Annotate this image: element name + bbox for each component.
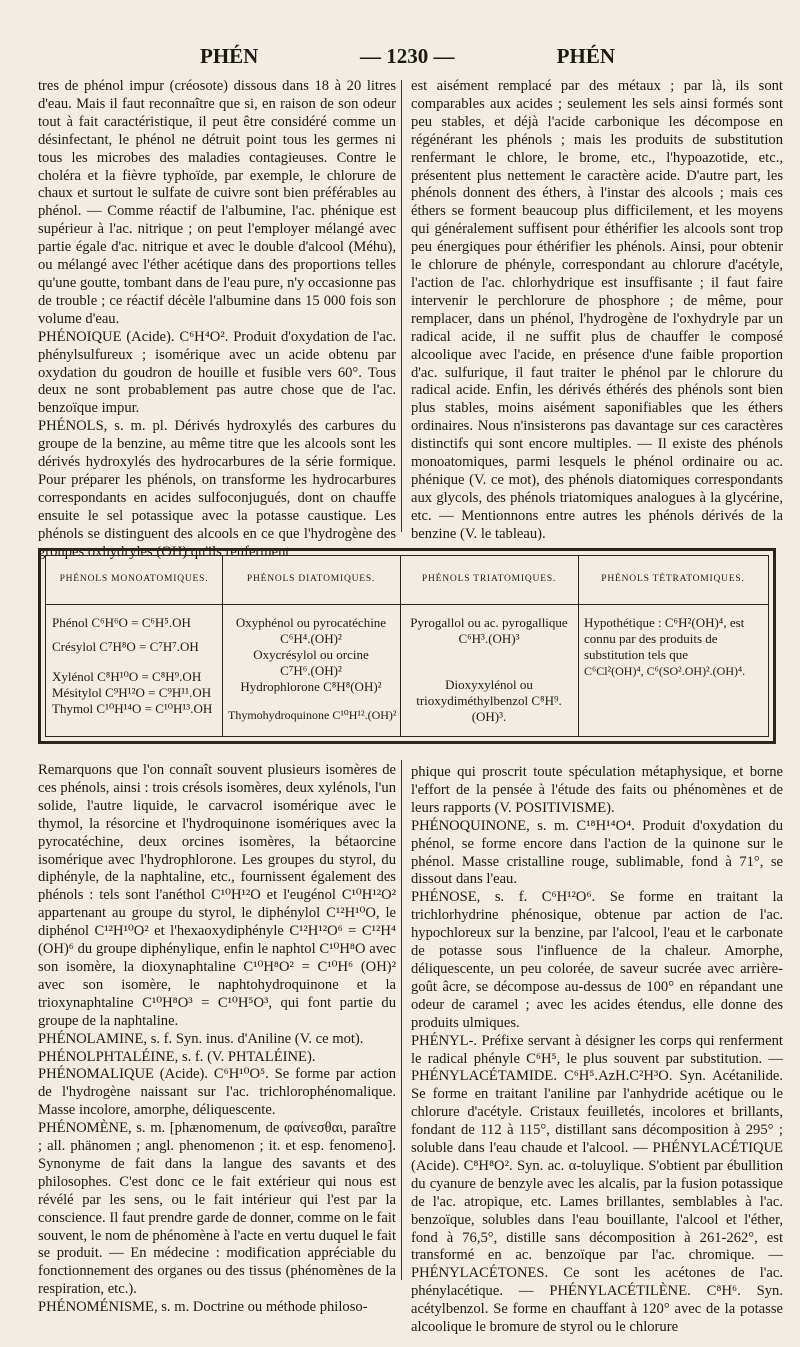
- table-cell: Xylénol C⁸H¹⁰O = C⁸H⁹.OH: [52, 669, 202, 684]
- table-header: PHÉNOLS DIATOMIQUES.: [222, 556, 400, 605]
- entry-phenomenisme: PHÉNOMÉNISME, s. m. Doctrine ou méthode philoso-: [38, 1299, 368, 1316]
- column-divider-bottom: [401, 760, 402, 1280]
- paragraph: est aisément remplacé par des métaux ; par là, ils sont comparables aux acides ; seulement les sels ainsi formés sont peu stables, et déjà l'acide carbonique les décompose en régénérant les phénols ; mais les produits de substitution renfermant le chlore, le brome, etc., l'hypoazotide, etc., présentent plus nettement le caractère acide. D'autre part, les phénols donnent des éthers, à l'instar des alcools ; mais ces éthers se forment beaucoup plus difficilement, et les moyens qui généralement suffisent pour éthérifier les alcools sont trop peu énergiques pour éthérifier les phénols. Ainsi, pour obtenir le chlorure de phényle, correspondant au chlorure d'acétyle, l'action de l'ac. chlorhydrique est insuffisante ; il faut faire intervenir le perchlorure de phosphore ; de même, pour remplacer, dans un phénol, l'hydrogène de l'oxhydryle par un radical acide, il ne suffit plus de chauffer le composé alcoolique avec l'acide, en présence d'une faible proportion d'ac. sulfurique, il faut traiter le phénol par le chlorure du radical acide. Enfin, les dérivés éthérés des phénols sont bien plus stables, moins aisément saponifiables que les éthers ordinaires. Nous n'insisterons pas davantage sur ces caractères distinctifs qui sont encore multiples. — Il existe des phénols monoatomiques, parmi lesquels le phénol ordinaire ou ac. phénique (V. ce mot), des phénols diatomiques correspondants aux glycols, des phénols triatomiques analogues à la glycérine, etc. — Mentionnons entre autres les phénols dérivés de la benzine (V. le tableau).: [411, 78, 783, 542]
- table-header: PHÉNOLS TRIATOMIQUES.: [400, 556, 578, 605]
- entry-phenols: PHÉNOLS, s. m. pl. Dérivés hydroxylés des carbures du groupe de la benzine, au même titre que les alcools sont les dérivés hydroxylés des hydrocarbures de la série formique. Pour préparer les phénols, on transforme les hydrocarbures correspondants en acides sulfoconjugués, dont on chauffe ensuite le sel potassique avec la potasse caustique. Les phénols se distinguent des alcools en ce que l'hydrogène des groupes oxhydryles (OH) qu'ils renferment: [38, 418, 396, 560]
- entry-phenolamine: PHÉNOLAMINE, s. f. Syn. inus. d'Aniline (V. ce mot).: [38, 1030, 364, 1047]
- table-cell: Thymol C¹⁰H¹⁴O = C¹⁰H¹³.OH: [52, 701, 213, 716]
- table-header: PHÉNOLS TÉTRATOMIQUES.: [578, 556, 768, 605]
- entry-phenoique: PHÉNOIQUE (Acide). C⁶H⁴O². Produit d'oxydation de l'ac. phénylsulfureux ; isomérique avec un acide obtenu par oxydation du goudron de houille et fusible vers 60°. Tous deux ne sont probablement pas autre chose que de l'ac. benzoïque impur.: [38, 328, 396, 417]
- table-col-tri: [400, 556, 579, 736]
- table-col-di: [222, 556, 401, 736]
- entry-phenyl: PHÉNYL-. Préfixe servant à désigner les corps qui renferment le radical phényle C⁶H⁵, le plus souvent par substitution. — PHÉNYLACÉTAMIDE. C⁶H⁵.AzH.C²H³O. Syn. Acétanilide. Se forme en traitant l'aniline par l'anhydride acétique ou le chlorure d'acétyle. Cristaux feuilletés, incolores et brillants, fondant de 112 à 115°, distillant sans décomposition à 295° ; soluble dans l'eau chaude et l'alcool. — PHÉNYLACÉTIQUE (Acide). C⁸H⁸O². Syn. ac. α-toluylique. S'obtient par ébullition du cyanure de benzyle avec les alcalis, par la fusion potassique de l'ac. atropique, etc. Lames brillantes, semblables à l'ac. benzoïque, solubles dans l'eau bouillante, l'alcool et l'éther, fond à 76,5°, distille sans décomposition à 261-262°, est transformé en ac. benzoïque par l'ac. chromique. — PHÉNYLACÉTONES. Ce sont les acétones de l'ac. phénylacétique. — PHÉNYLACÉTILÈNE. C⁸H⁶. Syn. acétylbenzol. Se forme en chauffant à 120° avec de la potasse alcoolique le bromure de styrol ou le chlorure: [411, 1032, 783, 1336]
- table-cell: Crésylol C⁷H⁸O = C⁷H⁷.OH: [52, 639, 199, 654]
- column-bottom-left: [38, 762, 396, 1317]
- table-cell: Oxyphénol ou pyrocatéchine: [235, 615, 387, 630]
- running-head-right: PHÉN: [556, 44, 615, 68]
- table-cell: Thymohydroquinone C¹⁰H¹².(OH)²: [228, 708, 397, 722]
- table-cell: C⁶H⁴.(OH)²: [280, 631, 342, 646]
- entry-phenose: PHÉNOSE, s. f. C⁶H¹²O⁶. Se forme en traitant la trichlorhydrine phénosique, obtenue par action de l'ac. hypochloreux sur la benzine, par l'alcool, l'eau et le carbonate de potasse sous l'influence de la chaleur. Amorphe, déliquescente, un peu colorée, de saveur sucrée avec arrière-goût âcre, se décompose au-dessus de 100° en répandant une odeur de caramel ; avec les acides étendus, elle donne des produits ulmiques.: [411, 889, 783, 1031]
- table-col-mono: [46, 556, 223, 736]
- table-cell: Mésitylol C⁹H¹²O = C⁹H¹¹.OH: [52, 685, 212, 700]
- table-cell: Pyrogallol ou ac. pyrogallique: [410, 615, 568, 630]
- paragraph: phique qui proscrit toute spéculation métaphysique, et borne l'effort de la pensée à l'étude des faits ou phénomènes et de leurs rapports (V. POSITIVISME).: [411, 764, 783, 816]
- column-top-right: [411, 78, 783, 544]
- entry-phenomene: PHÉNOMÈNE, s. m. [phænomenum, de φαίνεσθαι, paraître ; all. phänomen ; angl. phenomenon ; it. et esp. fenomeno]. Synonyme de fait dans la langue des savants et des philosophes. C'est donc ce le fait extérieur qui nous est révélé par les sens, ou le fait intérieur qui l'est par la conscience. Il faut prendre garde de donner, comme on le fait souvent, le nom de phénomène à l'acte en vertu duquel le fait se produit. — En médecine : modification appréciable du fonctionnement des organes ou des tissus (phénomènes de la respiration, etc.).: [38, 1120, 396, 1298]
- page-number: — 1230 —: [360, 44, 455, 68]
- table-cell: Hypothétique : C⁶H²(OH)⁴, est connu par des produits de substitution tels que: [584, 615, 745, 662]
- table-cell: Hydrophlorone C⁸H⁸(OH)²: [240, 679, 382, 694]
- table-cell: Phénol C⁶H⁶O = C⁶H⁵.OH: [52, 615, 191, 630]
- paragraph: Remarquons que l'on connaît souvent plusieurs isomères de ces phénols, ainsi : trois crésols isomères, deux xylénols, l'un solide, l'autre liquide, le carvacrol isomérique avec le thymol, la résorcine et l'hydroquinone isomériques avec la pyrocatéchine, deux orcines isomères, la bétaorcine isomérique avec l'hydrophlorone. Les groupes du styrol, du diphényle, de la naphtaline, etc., fournissent également des phénols : tels sont l'anéthol C¹⁰H¹²O et l'eugénol C¹⁰H¹²O² appartenant au groupe du styrol, le diphénylol C¹²H¹⁰O, le diphénol C¹²H¹⁰O² et l'hexaoxydiphényle C¹²H¹²O⁶ = C¹²H⁴ (OH)⁶ du groupe diphénylique, enfin le naphtol C¹⁰H⁸O avec son isomère, la dioxynaphtaline C¹⁰H⁸O² = C¹⁰H⁶ (OH)² avec son isomère, le naphtohydroquinone et la trioxynaphtaline C¹⁰H⁸O³ = C¹⁰H⁵O³, qui font partie du groupe de la naphtaline.: [38, 762, 396, 1029]
- running-head-left: PHÉN: [200, 44, 259, 68]
- table-cell: C⁶Cl²(OH)⁴, C⁶(SO².OH)².(OH)⁴.: [584, 664, 746, 678]
- page-header: [30, 38, 770, 74]
- entry-phenolphtaleine: PHÉNOLPHTALÉINE, s. f. (V. PHTALÉINE).: [38, 1048, 316, 1065]
- table-cell: C⁷H⁶.(OH)²: [280, 663, 342, 678]
- table-col-tetra: [578, 556, 768, 736]
- table-cell: Oxycrésylol ou orcine: [253, 647, 369, 662]
- phenols-table: [38, 548, 776, 744]
- entry-phenoquinone: PHÉNOQUINONE, s. m. C¹⁸H¹⁴O⁴. Produit d'oxydation du phénol, se forme encore dans l'action de la quinone sur le phénol. Masse cristalline rouge, sublimable, fond à 71°, se dissout dans l'eau.: [411, 817, 783, 888]
- entry-phenomalique: PHÉNOMALIQUE (Acide). C⁶H¹⁰O⁵. Se forme par action de l'hydrogène naissant sur l'ac. trichlorophénomalique. Masse incolore, amorphe, déliquescente.: [38, 1066, 396, 1119]
- table-cell: C⁶H³.(OH)³: [458, 631, 520, 646]
- column-top-left: [38, 78, 396, 561]
- paragraph: tres de phénol impur (créosote) dissous dans 18 à 20 litres d'eau. Mais il faut reconnaître que si, en raison de son odeur tout à fait caractéristique, il peut être considéré comme un désinfectant, le phénol ne détruit point tous les germes ni tous les microbes des maladies contagieuses. Contre le choléra et la fièvre typhoïde, par exemple, le chlorure de chaux et surtout le sulfate de cuivre sont bien préférables au phénol. — Comme réactif de l'albumine, l'ac. phénique est supérieur à l'ac. nitrique ; on peut l'employer mélangé avec partie égale d'ac. nitrique et avec le double d'alcool (Méhu), ou mélangé avec l'éther acétique dans des proportions telles qu'une goutte, tombant dans de l'eau pure, n'y occasionne pas de trouble ; ce réactif décèle l'albumine dans 15 000 fois son volume d'eau.: [38, 78, 396, 327]
- column-bottom-right: [411, 764, 783, 1337]
- table-cell: Dioxyxylénol ou trioxydiméthylbenzol C⁸H⁹.(OH)³.: [416, 677, 562, 724]
- column-divider-top: [401, 80, 402, 532]
- table-header: PHÉNOLS MONOATOMIQUES.: [46, 556, 222, 605]
